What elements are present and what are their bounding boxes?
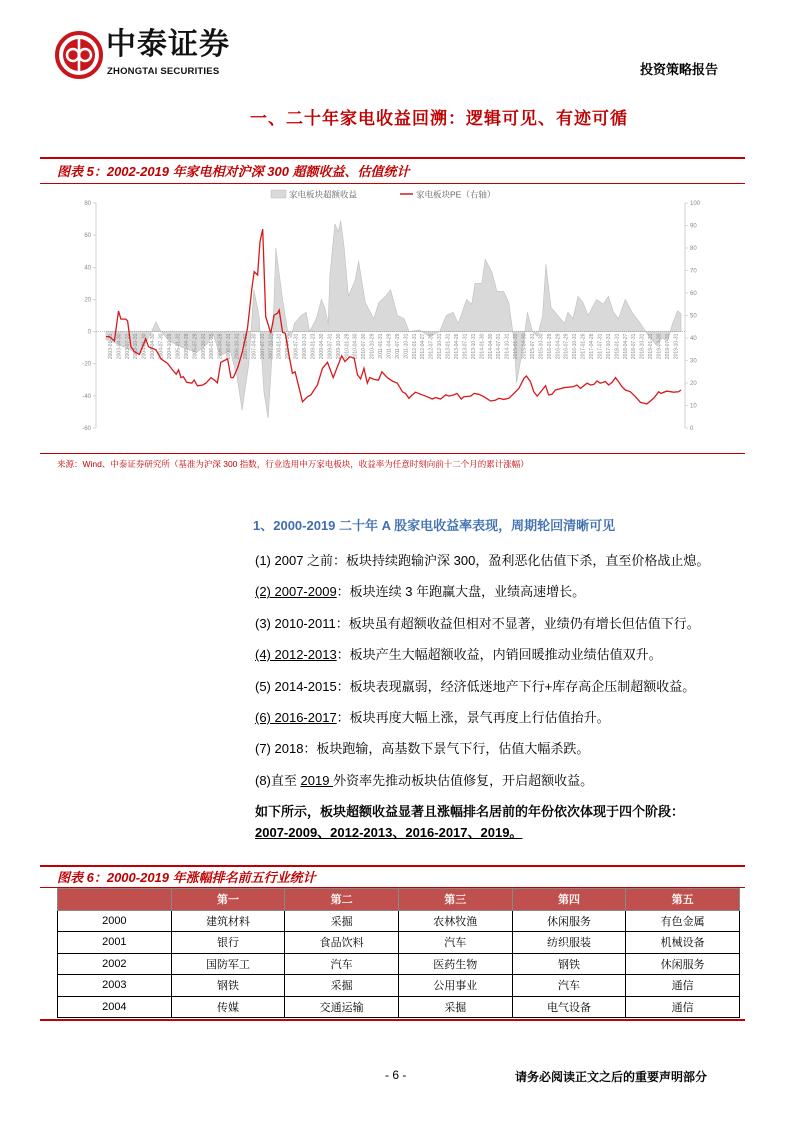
list-item-3: (3) 2010-2011：板块虽有超额收益但相对不显著，业绩仍有增长但估值下行。 bbox=[255, 615, 700, 631]
table-header-cell: 第一 bbox=[171, 889, 285, 911]
year-cell: 2000 bbox=[58, 910, 172, 932]
excess-return-pe-chart bbox=[0, 0, 793, 450]
x-tick-label: 2006-10-31 bbox=[234, 333, 241, 360]
table-row bbox=[58, 953, 740, 975]
x-tick-label: 2019-10-31 bbox=[673, 333, 680, 360]
x-tick-label: 2007-07-31 bbox=[259, 333, 266, 360]
x-tick-label: 2013-01-31 bbox=[445, 333, 452, 360]
x-tick-label: 2011-07-29 bbox=[394, 333, 401, 359]
x-tick-label: 2019-04-30 bbox=[656, 333, 663, 360]
x-tick-label: 2012-07-31 bbox=[428, 333, 435, 360]
subsection-heading: 1、2000-2019 二十年 A 股家电收益率表现，周期轮回清晰可见 bbox=[253, 518, 616, 533]
company-logo-subtitle: ZHONGTAI SECURITIES bbox=[107, 66, 220, 77]
x-tick-label: 2018-07-31 bbox=[631, 333, 638, 360]
x-tick-label: 2007-10-31 bbox=[268, 333, 275, 360]
year-cell: 2001 bbox=[58, 932, 172, 954]
x-tick-label: 2005-10-31 bbox=[200, 333, 207, 360]
x-tick-label: 2012-01-31 bbox=[411, 333, 418, 360]
right-tick-label: 30 bbox=[690, 358, 697, 365]
x-tick-label: 2017-04-28 bbox=[589, 333, 595, 360]
industry-cell: 国防军工 bbox=[171, 953, 285, 975]
year-cell: 2004 bbox=[58, 996, 172, 1018]
legend-label-line: 家电板块PE（右轴） bbox=[416, 189, 496, 200]
disclaimer: 请务必阅读正文之后的重要声明部分 bbox=[515, 1070, 708, 1084]
right-tick-label: 80 bbox=[690, 246, 697, 252]
x-tick-label: 2016-01-29 bbox=[546, 333, 553, 360]
x-tick-label: 2013-04-26 bbox=[454, 333, 460, 360]
x-tick-label: 2015-01-30 bbox=[513, 333, 520, 360]
industry-cell: 纺织服装 bbox=[512, 932, 626, 954]
page-number: - 6 - bbox=[385, 1068, 407, 1082]
x-tick-label: 2008-07-31 bbox=[293, 333, 300, 360]
table-row bbox=[58, 932, 740, 954]
x-tick-label: 2013-10-31 bbox=[470, 333, 477, 360]
x-tick-label: 2010-07-30 bbox=[361, 333, 368, 360]
x-tick-label: 2009-04-30 bbox=[318, 333, 325, 360]
x-tick-label: 2003-04-30 bbox=[116, 333, 123, 360]
caption-top-rule bbox=[40, 865, 745, 867]
industry-cell: 机械设备 bbox=[626, 932, 740, 954]
x-tick-label: 2004-07-30 bbox=[158, 333, 165, 360]
legend-swatch-area bbox=[271, 190, 286, 198]
x-tick-label: 2017-10-31 bbox=[605, 333, 612, 360]
right-tick-label: 40 bbox=[690, 336, 697, 342]
industry-cell: 有色金属 bbox=[626, 910, 740, 932]
x-tick-label: 2004-10-29 bbox=[167, 333, 173, 360]
x-tick-label: 2014-01-30 bbox=[479, 333, 486, 360]
x-tick-label: 2004-01-30 bbox=[141, 333, 148, 360]
report-type: 投资策略报告 bbox=[640, 62, 719, 77]
table-header-cell: 第二 bbox=[285, 889, 399, 911]
section-title: 一、二十年家电收益回溯：逻辑可见、有迹可循 bbox=[250, 109, 628, 128]
table-row bbox=[58, 975, 740, 997]
x-tick-label: 2018-01-31 bbox=[614, 333, 621, 360]
industry-cell: 电气设备 bbox=[512, 996, 626, 1018]
x-tick-label: 2003-10-31 bbox=[133, 333, 140, 360]
x-tick-label: 2005-07-29 bbox=[192, 333, 199, 360]
source-rule bbox=[40, 453, 745, 454]
x-tick-label: 2003-01-31 bbox=[107, 333, 114, 360]
x-tick-label: 2016-04-29 bbox=[555, 333, 562, 360]
right-tick-label: 0 bbox=[690, 426, 694, 432]
industry-cell: 钢铁 bbox=[171, 975, 285, 997]
x-tick-label: 2005-04-29 bbox=[183, 333, 190, 360]
year-cell: 2003 bbox=[58, 975, 172, 997]
industry-cell: 汽车 bbox=[512, 975, 626, 997]
x-tick-label: 2006-07-31 bbox=[226, 333, 233, 360]
x-tick-label: 2006-04-28 bbox=[217, 333, 224, 360]
list-item-2: (2) 2007-2009：板块连续 3 年跑赢大盘，业绩高速增长。 bbox=[255, 584, 586, 600]
x-tick-label: 2017-01-26 bbox=[580, 333, 587, 360]
industry-cell: 公用事业 bbox=[398, 975, 512, 997]
left-tick-label: -40 bbox=[82, 393, 91, 400]
industry-cell: 建筑材料 bbox=[171, 910, 285, 932]
x-tick-label: 2009-10-30 bbox=[335, 333, 342, 360]
left-tick-label: -60 bbox=[82, 426, 91, 432]
right-tick-label: 60 bbox=[690, 291, 697, 297]
x-tick-label: 2004-04-30 bbox=[150, 333, 157, 360]
list-item-8: (8)直至 2019 外资率先推动板块估值修复，开启超额收益。 bbox=[255, 773, 594, 788]
x-tick-label: 2010-04-30 bbox=[352, 333, 359, 360]
industry-cell: 交通运输 bbox=[285, 996, 399, 1018]
right-tick-label: 50 bbox=[690, 313, 697, 320]
industry-cell: 食品饮料 bbox=[285, 932, 399, 954]
x-tick-label: 2015-07-31 bbox=[530, 333, 536, 360]
left-tick-label: 0 bbox=[87, 329, 91, 336]
x-tick-label: 2012-04-27 bbox=[420, 333, 427, 360]
x-tick-label: 2019-07-31 bbox=[665, 333, 671, 360]
x-tick-label: 2014-10-31 bbox=[504, 333, 511, 360]
x-tick-label: 2006-01-25 bbox=[209, 333, 216, 360]
x-tick-label: 2015-04-30 bbox=[521, 333, 528, 360]
left-tick-label: 40 bbox=[84, 265, 91, 272]
industry-cell: 医药生物 bbox=[398, 953, 512, 975]
list-item-4: (4) 2012-2013：板块产生大幅超额收益，内销回暖推动业绩估值双升。 bbox=[255, 647, 662, 663]
company-logo-text: 中泰证券 bbox=[106, 28, 230, 61]
x-tick-label: 2007-04-30 bbox=[251, 333, 258, 360]
right-tick-label: 70 bbox=[690, 268, 697, 275]
figure6-caption: 图表 6：2000-2019 年涨幅排名前五行业统计 bbox=[57, 870, 316, 885]
industry-cell: 钢铁 bbox=[512, 953, 626, 975]
x-tick-label: 2014-04-30 bbox=[487, 333, 494, 360]
list-item-6: (6) 2016-2017：板块再度大幅上涨，景气再度上行估值抬升。 bbox=[255, 710, 610, 725]
excess-return-area bbox=[106, 221, 681, 419]
x-tick-label: 2018-04-27 bbox=[622, 333, 629, 360]
x-tick-label: 2015-10-30 bbox=[538, 333, 545, 360]
summary-line-2: 2007-2009、2012-2013、2016-2017、2019。 bbox=[255, 825, 523, 840]
industry-cell: 传媒 bbox=[171, 996, 285, 1018]
industry-ranking-table bbox=[57, 888, 740, 1018]
x-tick-label: 2009-07-31 bbox=[327, 333, 334, 360]
x-tick-label: 2008-01-31 bbox=[276, 333, 283, 360]
industry-cell: 休闲服务 bbox=[512, 910, 626, 932]
x-tick-label: 2010-01-29 bbox=[344, 333, 351, 360]
x-tick-label: 2008-04-30 bbox=[285, 333, 292, 360]
industry-cell: 汽车 bbox=[398, 932, 512, 954]
x-tick-label: 2008-10-31 bbox=[302, 333, 309, 360]
industry-cell: 采掘 bbox=[398, 996, 512, 1018]
table-header-cell: 第四 bbox=[512, 889, 626, 911]
right-tick-label: 90 bbox=[690, 223, 697, 230]
right-tick-label: 100 bbox=[690, 201, 701, 207]
industry-cell: 通信 bbox=[626, 996, 740, 1018]
x-tick-label: 2019-01-31 bbox=[648, 333, 655, 360]
right-tick-label: 20 bbox=[690, 381, 697, 387]
list-item-1: (1) 2007 之前：板块持续跑输沪深 300，盈利恶化估值下杀，直至价格战止熄。 bbox=[255, 553, 710, 568]
x-tick-label: 2010-10-29 bbox=[369, 333, 376, 360]
x-tick-label: 2011-10-31 bbox=[403, 333, 410, 359]
left-tick-label: 80 bbox=[84, 201, 91, 207]
chart-legend bbox=[271, 190, 495, 200]
legend-label-area: 家电板块超额收益 bbox=[289, 189, 358, 200]
x-tick-label: 2011-01-31 bbox=[378, 333, 384, 359]
summary-line-1: 如下所示，板块超额收益显著且涨幅排名居前的年份依次体现于四个阶段： bbox=[255, 804, 685, 819]
x-tick-label: 2011-04-29 bbox=[386, 333, 393, 359]
industry-cell: 休闲服务 bbox=[626, 953, 740, 975]
left-tick-label: 60 bbox=[84, 233, 91, 240]
table-header-cell: 第三 bbox=[398, 889, 512, 911]
table-header-cell bbox=[58, 889, 172, 911]
industry-cell: 农林牧渔 bbox=[398, 910, 512, 932]
figure5-source: 来源：Wind、中泰证券研究所（基准为沪深 300 指数，行业选用申万家电板块，收益率为任意时刻向前十二个月的累计涨幅） bbox=[57, 459, 529, 469]
x-tick-label: 2007-01-31 bbox=[243, 333, 249, 360]
table-row bbox=[58, 996, 740, 1018]
x-tick-label: 2005-01-31 bbox=[175, 333, 182, 360]
left-tick-label: 20 bbox=[84, 297, 91, 304]
x-tick-label: 2018-10-31 bbox=[639, 333, 646, 360]
right-tick-label: 10 bbox=[690, 403, 697, 410]
figure5-caption: 图表 5：2002-2019 年家电相对沪深 300 超额收益、估值统计 bbox=[57, 164, 410, 179]
industry-cell: 汽车 bbox=[285, 953, 399, 975]
x-tick-label: 2003-07-31 bbox=[124, 333, 131, 360]
table-header-cell: 第五 bbox=[626, 889, 740, 911]
table-row bbox=[58, 910, 740, 932]
x-tick-label: 2014-07-31 bbox=[496, 333, 503, 360]
x-tick-label: 2013-07-31 bbox=[462, 333, 469, 360]
list-item-5: (5) 2014-2015：板块表现羸弱，经济低迷地产下行+库存高企压制超额收益。 bbox=[255, 678, 696, 694]
industry-cell: 采掘 bbox=[285, 910, 399, 932]
industry-cell: 通信 bbox=[626, 975, 740, 997]
industry-cell: 采掘 bbox=[285, 975, 399, 997]
x-tick-label: 2012-10-31 bbox=[437, 333, 444, 360]
left-tick-label: -20 bbox=[82, 361, 91, 368]
industry-cell: 银行 bbox=[171, 932, 285, 954]
x-tick-label: 2016-10-31 bbox=[572, 333, 579, 360]
x-tick-label: 2017-07-31 bbox=[597, 333, 604, 360]
year-cell: 2002 bbox=[58, 953, 172, 975]
x-tick-label: 2009-01-23 bbox=[310, 333, 317, 360]
table-bottom-rule bbox=[40, 1019, 745, 1021]
list-item-7: (7) 2018：板块跑输，高基数下景气下行，估值大幅杀跌。 bbox=[255, 741, 590, 757]
x-tick-label: 2016-07-29 bbox=[563, 333, 570, 360]
